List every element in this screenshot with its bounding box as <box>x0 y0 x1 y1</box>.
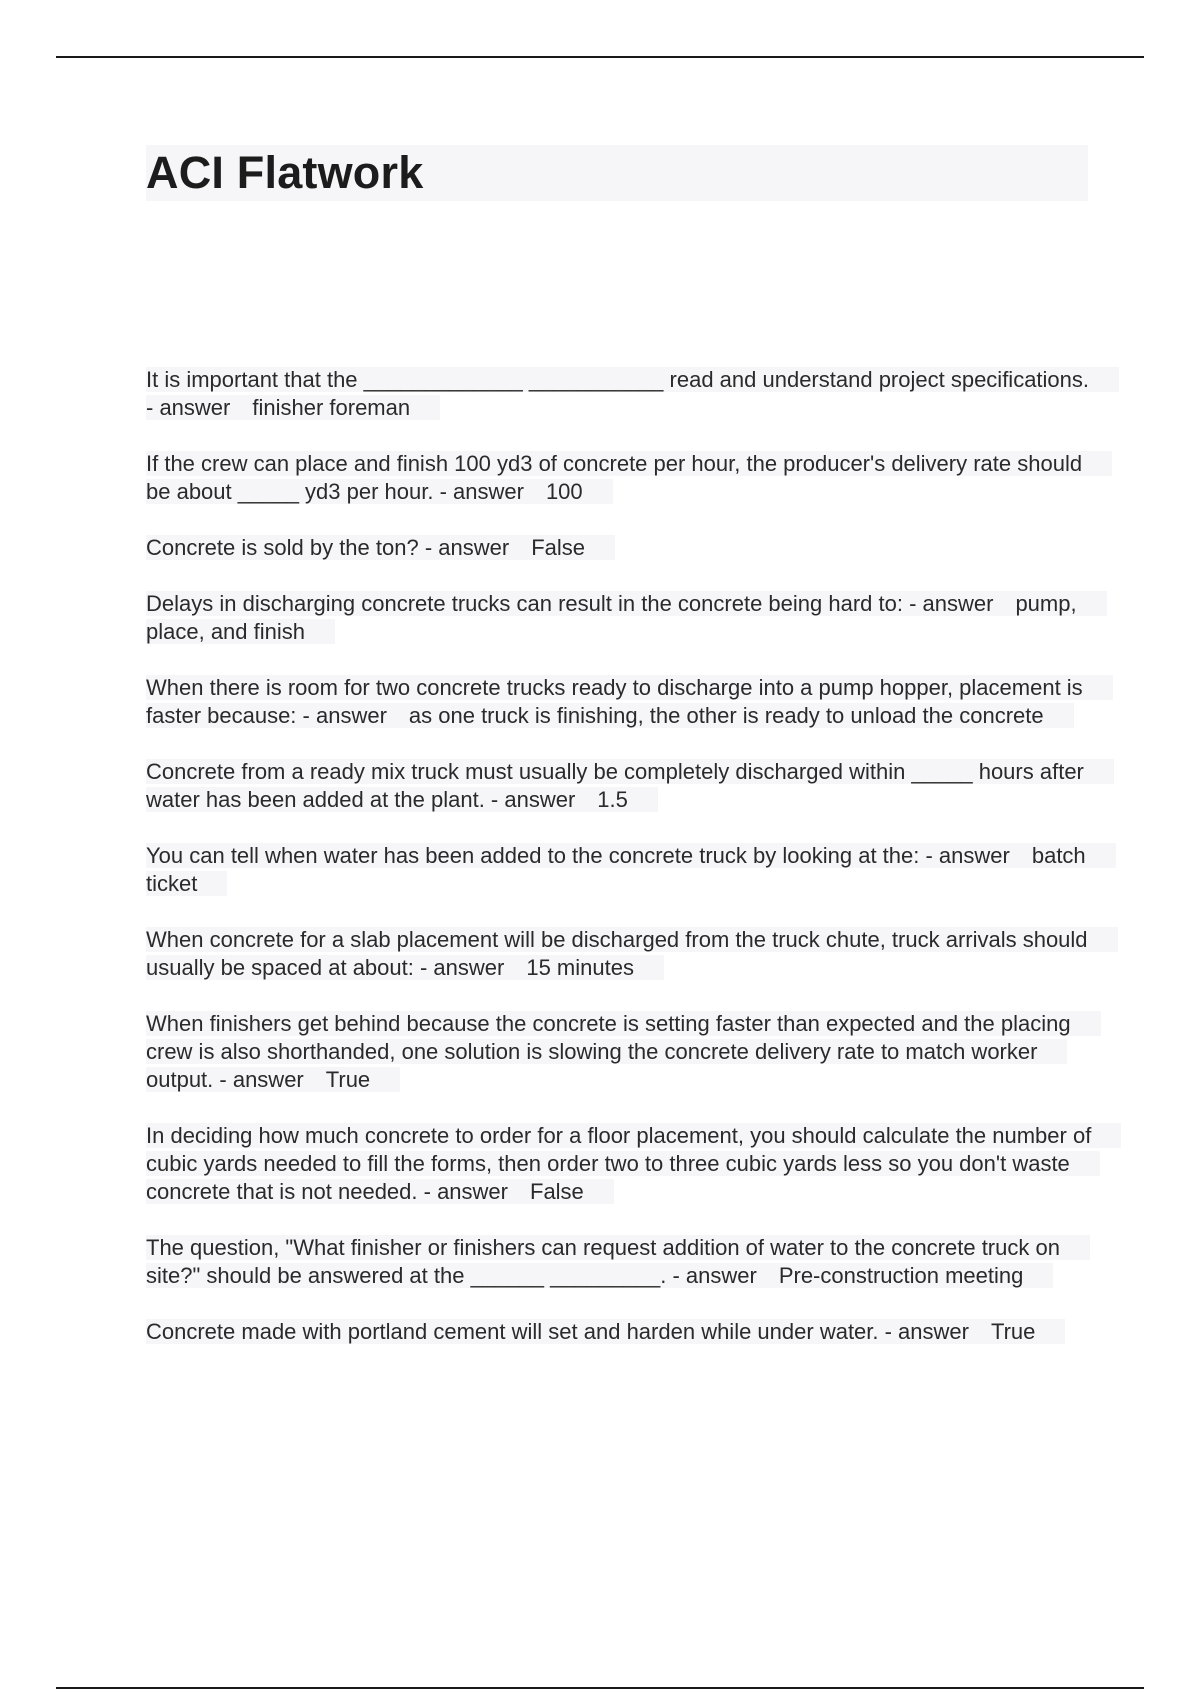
answer-text: 15 minutes <box>526 955 634 980</box>
qa-text <box>146 535 615 560</box>
qa-item <box>146 1234 1096 1290</box>
qa-item <box>146 674 1096 730</box>
qa-text <box>146 843 1116 896</box>
qa-text <box>146 1319 1065 1344</box>
qa-text <box>146 927 1118 980</box>
question-text: When concrete for a slab placement will be discharged from the truck chute, truck arrivals should usually be spaced at about: - answer <box>146 927 1088 980</box>
qa-item <box>146 842 1096 898</box>
answer-text: True <box>990 1319 1036 1344</box>
qa-item <box>146 366 1096 422</box>
qa-text <box>146 591 1107 644</box>
qa-item <box>146 926 1096 982</box>
question-text: Delays in discharging concrete trucks can result in the concrete being hard to: - answer <box>146 591 994 616</box>
answer-text: False <box>530 1179 584 1204</box>
qa-item <box>146 534 1096 562</box>
question-text: Concrete made with portland cement will set and harden while under water. - answer <box>146 1319 969 1344</box>
qa-item <box>146 758 1096 814</box>
qa-item <box>146 450 1096 506</box>
answer-text: batch ticket <box>146 843 1086 896</box>
answer-text: as one truck is finishing, the other is ready to unload the concrete <box>408 703 1044 728</box>
question-text: Concrete from a ready mix truck must usually be completely discharged within _____ hours after water has been added at the plant. - answer <box>146 759 1084 812</box>
answer-text: False <box>531 535 585 560</box>
qa-text <box>146 451 1112 504</box>
answer-text: 100 <box>545 479 583 504</box>
answer-text: 1.5 <box>597 787 628 812</box>
question-text: In deciding how much concrete to order for a floor placement, you should calculate the number of cubic yards needed to fill the forms, then order two to three cubic yards less so you don't waste concrete that is not needed. - answer <box>146 1123 1092 1204</box>
answer-text: Pre-construction meeting <box>778 1263 1024 1288</box>
qa-text <box>146 759 1114 812</box>
answer-text: True <box>325 1067 371 1092</box>
bottom-rule <box>56 1687 1144 1689</box>
question-text: It is important that the _____________ ___________ read and understand project specifications. - answer <box>146 367 1090 420</box>
question-text: When there is room for two concrete trucks ready to discharge into a pump hopper, placement is faster because: - answer <box>146 675 1083 728</box>
qa-text <box>146 1011 1101 1092</box>
qa-text <box>146 1123 1121 1204</box>
qa-item <box>146 1318 1096 1346</box>
question-text: The question, "What finisher or finishers can request addition of water to the concrete truck on site?" should be answered at the ______ _________. - answer <box>146 1235 1060 1288</box>
qa-item <box>146 590 1096 646</box>
qa-item <box>146 1122 1096 1206</box>
qa-text <box>146 367 1119 420</box>
question-text: Concrete is sold by the ton? - answer <box>146 535 510 560</box>
qa-text <box>146 675 1113 728</box>
question-text: If the crew can place and finish 100 yd3 of concrete per hour, the producer's delivery rate should be about _____ yd3 per hour. - answer <box>146 451 1083 504</box>
answer-text: finisher foreman <box>252 395 411 420</box>
qa-list <box>146 366 1096 1374</box>
answer-text: pump, place, and finish <box>146 591 1077 644</box>
question-text: You can tell when water has been added to the concrete truck by looking at the: - answer <box>146 843 1010 868</box>
document-title: ACI Flatwork <box>146 147 424 198</box>
question-text: When finishers get behind because the concrete is setting faster than expected and the placing crew is also shorthanded, one solution is slowing the concrete delivery rate to match worker output. - answer <box>146 1011 1071 1092</box>
top-rule <box>56 56 1144 58</box>
qa-item <box>146 1010 1096 1094</box>
qa-text <box>146 1235 1090 1288</box>
